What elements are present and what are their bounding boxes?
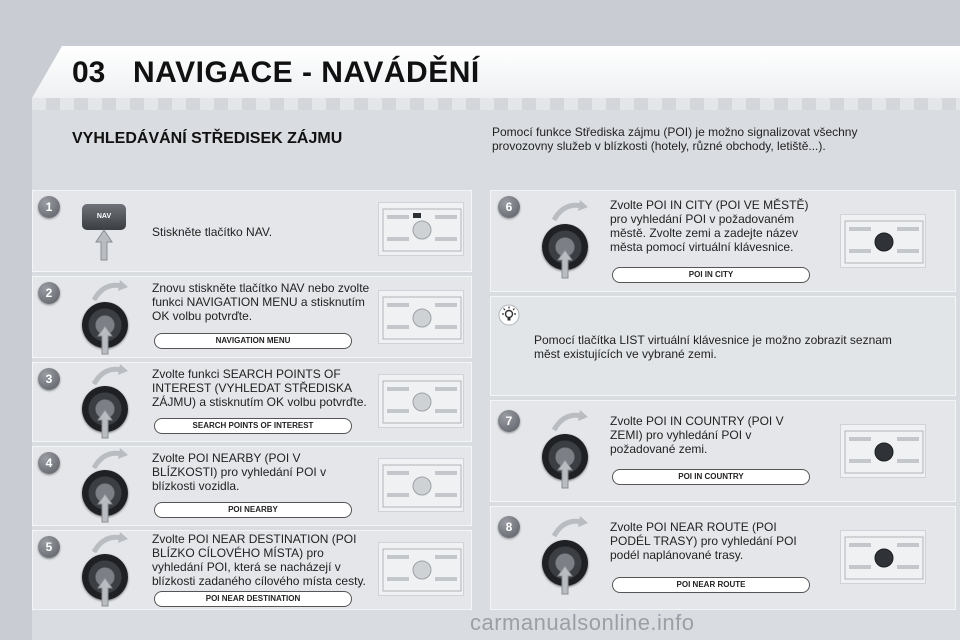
radio-device-image	[378, 202, 464, 256]
menu-option-pill: POI IN COUNTRY	[612, 469, 810, 485]
nav-button-icon: NAV	[82, 204, 126, 230]
rotate-arrow-icon	[90, 278, 130, 302]
step-text-5: Zvolte POI NEAR DESTINATION (POI BLÍZKO CÍLOVÉHO MÍSTA) pro vyhledání POI, která se nacházejí v blízkosti zadaného cílového místa cesty.	[152, 532, 366, 588]
menu-option-pill: POI NEAR DESTINATION	[154, 591, 352, 607]
step-text-4: Zvolte POI NEARBY (POI V BLÍZKOSTI) pro vyhledání POI v blízkosti vozidla.	[152, 451, 327, 493]
press-arrow-icon	[94, 228, 114, 262]
step-text-7: Zvolte POI IN COUNTRY (POI V ZEMI) pro vyhledání POI v požadované zemi.	[610, 414, 784, 456]
step-number-2: 2	[38, 282, 60, 304]
press-arrow-icon	[556, 248, 574, 280]
step-text-3: Zvolte funkci SEARCH POINTS OF INTEREST (VYHLEDAT STŘEDISKA ZÁJMU) a stisknutím OK volbu potvrďte.	[152, 367, 367, 409]
step-number-8: 8	[498, 516, 520, 538]
watermark: carmanualsonline.info	[470, 610, 695, 635]
press-arrow-icon	[96, 324, 114, 356]
menu-option-pill: NAVIGATION MENU	[154, 333, 352, 349]
menu-option-pill: SEARCH POINTS OF INTEREST	[154, 418, 352, 434]
menu-option-pill: POI NEAR ROUTE	[612, 577, 810, 593]
radio-device-image	[840, 530, 926, 584]
rotate-arrow-icon	[550, 408, 590, 432]
press-arrow-icon	[556, 458, 574, 490]
step-number-4: 4	[38, 452, 60, 474]
section-title: VYHLEDÁVÁNÍ STŘEDISEK ZÁJMU	[72, 130, 343, 147]
chapter-number: 03	[72, 56, 106, 89]
step-number-3: 3	[38, 368, 60, 390]
page-title: NAVIGACE - NAVÁDĚNÍ	[133, 56, 480, 89]
step-number-1: 1	[38, 196, 60, 218]
step-text-2: Znovu stiskněte tlačítko NAV nebo zvolte funkci NAVIGATION MENU a stisknutím OK volbu potvrďte.	[152, 281, 370, 323]
press-arrow-icon	[96, 408, 114, 440]
menu-option-pill: POI IN CITY	[612, 267, 810, 283]
lightbulb-icon	[498, 304, 520, 326]
radio-device-image	[378, 290, 464, 344]
step-number-5: 5	[38, 536, 60, 558]
step-text-6: Zvolte POI IN CITY (POI VE MĚSTĚ) pro vyhledání POI v požadovaném městě. Zvolte zemi a zadejte název města pomocí virtuální klávesnice.	[610, 198, 809, 254]
step-text-8: Zvolte POI NEAR ROUTE (POI PODÉL TRASY) pro vyhledání POI podél naplánované trasy.	[610, 520, 797, 562]
step-text-1: Stiskněte tlačítko NAV.	[152, 225, 273, 239]
radio-device-image	[378, 458, 464, 512]
rotate-arrow-icon	[550, 198, 590, 222]
radio-device-image	[840, 424, 926, 478]
press-arrow-icon	[556, 564, 574, 596]
tip-text: Pomocí tlačítka LIST virtuální klávesnice je možno zobrazit seznam měst existujících ve vybrané zemi.	[534, 333, 892, 361]
rotate-arrow-icon	[550, 514, 590, 538]
radio-device-image	[378, 542, 464, 596]
section-intro: Pomocí funkce Střediska zájmu (POI) je možno signalizovat všechny provozovny služeb v blízkosti (hotely, různé obchody, letiště...).	[492, 125, 858, 153]
press-arrow-icon	[96, 576, 114, 608]
radio-device-image	[840, 214, 926, 268]
step-number-7: 7	[498, 410, 520, 432]
decorative-band	[32, 98, 960, 110]
radio-device-image	[378, 374, 464, 428]
rotate-arrow-icon	[90, 446, 130, 470]
press-arrow-icon	[96, 492, 114, 524]
step-number-6: 6	[498, 196, 520, 218]
header-notch	[32, 46, 62, 98]
rotate-arrow-icon	[90, 530, 130, 554]
rotate-arrow-icon	[90, 362, 130, 386]
menu-option-pill: POI NEARBY	[154, 502, 352, 518]
